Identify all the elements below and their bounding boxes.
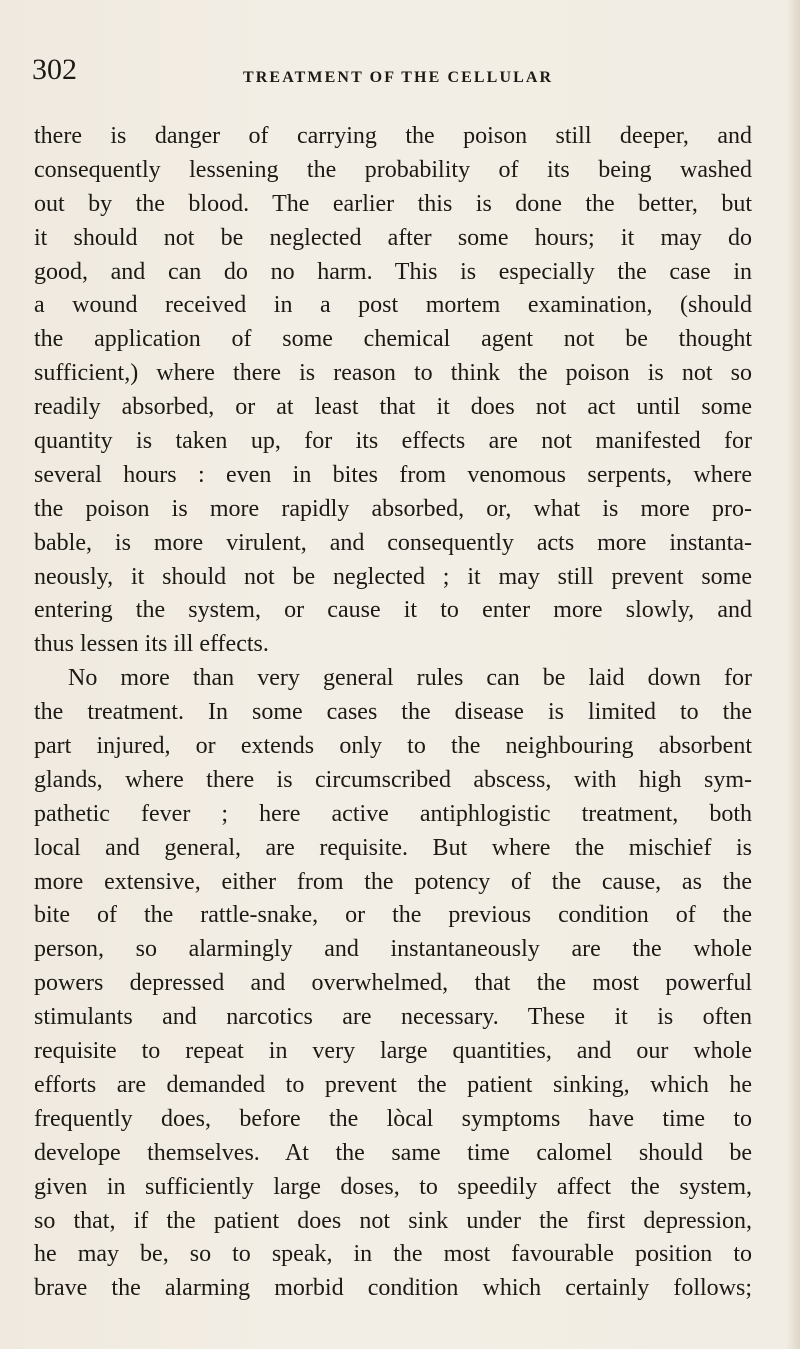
text-line: it should not be neglected after some hours; it may do	[34, 224, 752, 251]
text-line: neously, it should not be neglected ; it may still prevent some	[34, 563, 752, 590]
text-line: bable, is more virulent, and consequently acts more instanta-	[34, 529, 752, 556]
text-line: powers depressed and overwhelmed, that the most powerful	[34, 970, 752, 997]
text-line: develope themselves. At the same time calomel should be	[34, 1139, 752, 1166]
text-line: readily absorbed, or at least that it does not act until some	[34, 394, 752, 421]
paragraph-start-line: No more than very general rules can be laid down for	[68, 665, 752, 692]
paragraph-end-line: thus lessen its ill effects.	[34, 631, 269, 658]
text-line: good, and can do no harm. This is especially the case in	[34, 258, 752, 285]
text-line: requisite to repeat in very large quantities, and our whole	[34, 1038, 752, 1065]
text-line: the poison is more rapidly absorbed, or, what is more pro-	[34, 495, 752, 522]
text-line: sufficient,) where there is reason to think the poison is not so	[34, 360, 752, 387]
text-line: person, so alarmingly and instantaneously are the whole	[34, 936, 752, 963]
text-line: the treatment. In some cases the disease is limited to the	[34, 699, 752, 726]
text-line: there is danger of carrying the poison still deeper, and	[34, 123, 752, 149]
running-head	[32, 53, 592, 93]
text-line: glands, where there is circumscribed abscess, with high sym-	[34, 766, 752, 793]
text-line: brave the alarming morbid condition which certainly follows;	[34, 1275, 752, 1302]
page-edge-shadow	[786, 0, 800, 1349]
page-number: 302	[32, 53, 77, 86]
text-line: more extensive, either from the potency of the cause, as the	[34, 868, 752, 895]
text-line: part injured, or extends only to the neighbouring absorbent	[34, 733, 752, 760]
text-line: consequently lessening the probability of its being washed	[34, 156, 752, 183]
text-line: bite of the rattle-snake, or the previous condition of the	[34, 902, 752, 929]
text-line: quantity is taken up, for its effects are not manifested for	[34, 428, 752, 455]
text-line: efforts are demanded to prevent the patient sinking, which he	[34, 1071, 752, 1098]
text-line: a wound received in a post mortem examination, (should	[34, 292, 752, 319]
text-line: frequently does, before the lòcal symptoms have time to	[34, 1105, 752, 1132]
text-line: he may be, so to speak, in the most favourable position to	[34, 1241, 752, 1268]
body-text	[34, 120, 752, 1306]
text-line: given in sufficiently large doses, to speedily affect the system,	[34, 1173, 752, 1200]
text-line: so that, if the patient does not sink under the first depression,	[34, 1207, 752, 1234]
text-line: local and general, are requisite. But where the mischief is	[34, 834, 752, 861]
text-line: several hours : even in bites from venomous serpents, where	[34, 461, 752, 488]
text-line: out by the blood. The earlier this is done the better, but	[34, 190, 752, 217]
running-title: TREATMENT OF THE CELLULAR	[243, 69, 554, 86]
text-line: stimulants and narcotics are necessary. These it is often	[34, 1004, 752, 1031]
text-line: pathetic fever ; here active antiphlogistic treatment, both	[34, 800, 752, 827]
text-line: entering the system, or cause it to enter more slowly, and	[34, 597, 752, 624]
text-line: the application of some chemical agent not be thought	[34, 326, 752, 353]
